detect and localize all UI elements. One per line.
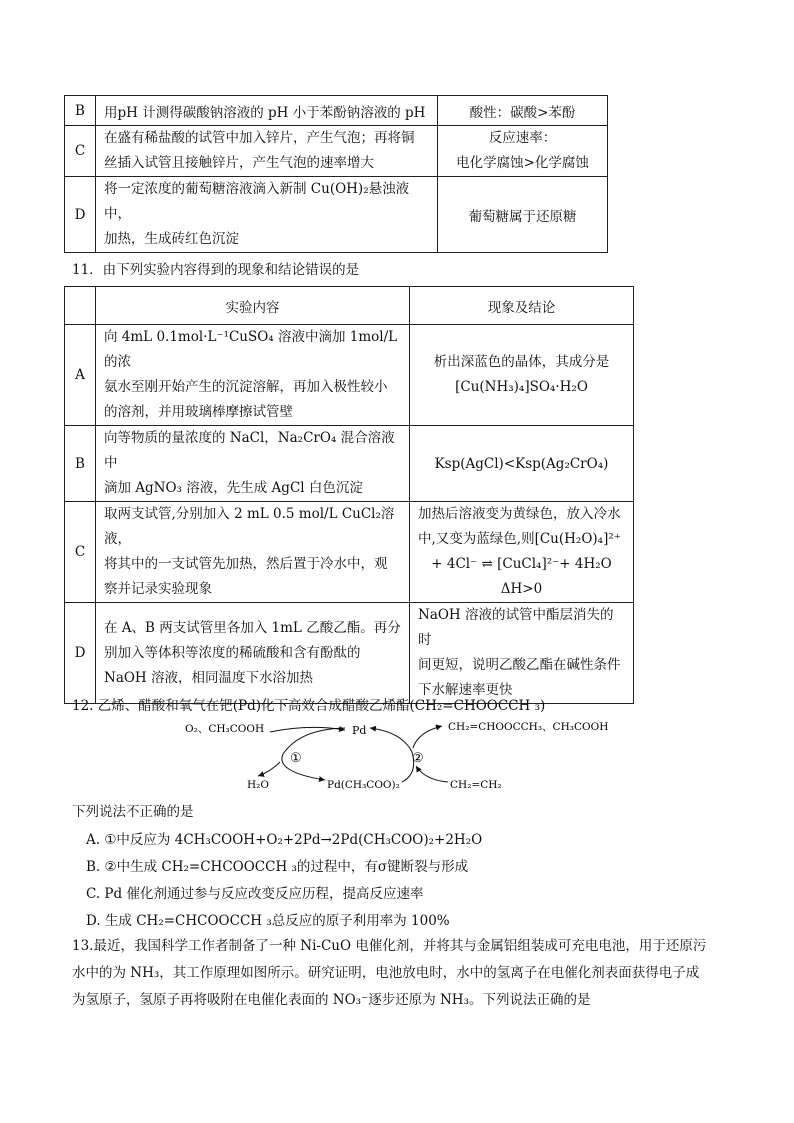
pd-acetate-label: Pd(CH₃COO)₂ xyxy=(327,779,400,791)
row-content-line: NaOH 溶液，相同温度下水浴加热 xyxy=(104,669,313,686)
row-content xyxy=(96,502,410,603)
q11-table xyxy=(64,286,634,704)
table-row xyxy=(65,603,634,704)
row-conclusion-line: 间更短，说明乙酸乙酯在碱性条件 xyxy=(418,657,621,673)
table-row xyxy=(65,96,608,126)
row-label: C xyxy=(65,502,96,603)
row-content xyxy=(96,426,410,502)
row-content-line: 加热，生成砖红色沉淀 xyxy=(104,231,239,247)
row-conclusion: 葡萄糖属于还原糖 xyxy=(438,177,608,253)
row-content-line: 将一定浓度的葡萄糖溶液滴入新制 Cu(OH)₂悬浊液中， xyxy=(104,181,410,222)
water-label: H₂O xyxy=(247,779,269,791)
row-conclusion-line: NaOH 溶液的试管中酯层消失的时 xyxy=(418,607,614,648)
pd-label: Pd xyxy=(352,724,367,737)
water-arrow xyxy=(258,762,280,776)
q12-prompt: 下列说法不正确的是 xyxy=(72,804,194,820)
q13-line: 水中的为 NH₃，其工作原理如图所示。研究证明，电池放电时，水中的氢离子在电催化剂表面获得电子成 xyxy=(72,965,700,981)
row-conclusion-line: + 4Cl⁻ ⇌ [CuCl₄]²⁻+ 4H₂O ΔH>0 xyxy=(431,556,612,597)
row-content xyxy=(96,603,410,704)
row-conclusion xyxy=(438,126,608,177)
header-content: 实验内容 xyxy=(96,287,410,325)
q12-option-c: C. Pd 催化剂通过参与反应改变反应历程，提高反应速率 xyxy=(86,886,424,902)
row-content-line: 察并记录实验现象 xyxy=(104,581,212,597)
table-row xyxy=(65,426,634,502)
row-label: A xyxy=(65,325,96,426)
step2-label: ② xyxy=(412,751,424,766)
row-content xyxy=(96,325,410,426)
row-content-line: 滴加 AgNO₃ 溶液，先生成 AgCl 白色沉淀 xyxy=(104,480,363,496)
q12-option-a: A. ①中反应为 4CH₃COOH+O₂+2Pd→2Pd(CH₃COO)₂+2H₂O xyxy=(86,832,483,848)
q12-option-b: B. ②中生成 CH₂=CHCOOCCH ₃的过程中，有σ键断裂与形成 xyxy=(86,859,469,875)
row-conclusion xyxy=(410,603,634,704)
ethylene-label: CH₂=CH₂ xyxy=(450,779,502,791)
row-content-line: 在 A、B 两支试管里各加入 1mL 乙酸乙酯。再分 xyxy=(104,619,401,636)
row-conclusion: 酸性：碳酸>苯酚 xyxy=(438,96,608,126)
q13-paragraph xyxy=(72,933,722,1014)
row-conclusion: Ksp(AgCl)<Ksp(Ag₂CrO₄) xyxy=(410,426,634,502)
cycle1-arc-top xyxy=(270,727,345,732)
cycle2-arc xyxy=(370,728,414,782)
row-content-line: 将其中的一支试管先加热，然后置于冷水中，观 xyxy=(104,556,388,572)
row-label: D xyxy=(65,177,96,253)
row-content-line: 的溶剂，并用玻璃棒摩擦试管壁 xyxy=(104,404,293,420)
q12-title: 12. 乙烯、醋酸和氧气在钯(Pd)化下高效合成醋酸乙烯酯(CH₂=CHOOCCH ₃) xyxy=(72,698,546,714)
row-content xyxy=(96,177,438,253)
row-conclusion xyxy=(410,325,634,426)
header-conclusion: 现象及结论 xyxy=(410,287,634,325)
row-conclusion-line: 加热后溶液变为黄绿色，放入冷水 xyxy=(418,506,621,522)
q11-title: 11．由下列实验内容得到的现象和结论错误的是 xyxy=(72,262,360,278)
q13-line: 13.最近，我国科学工作者制备了一种 Ni-CuO 电催化剂，并将其与金属铝组装成可充电电池，用于还原污 xyxy=(72,938,707,954)
header-blank xyxy=(65,287,96,325)
products-right: CH₂=CHOOCCH₃、CH₃COOH xyxy=(448,721,609,733)
table-row xyxy=(65,502,634,603)
q12-option-d: D. 生成 CH₂=CHCOOCCH ₃总反应的原子利用率为 100% xyxy=(86,913,450,929)
row-conclusion-line: 反应速率： xyxy=(488,130,557,146)
row-content xyxy=(96,126,438,177)
catalytic-cycle-diagram xyxy=(180,714,620,799)
table-header-row xyxy=(65,287,634,325)
q10-table xyxy=(64,95,608,253)
ethylene-arrow xyxy=(416,766,448,782)
row-conclusion-line: 下水解速率更快 xyxy=(418,682,513,698)
row-content-line: 向等物质的量浓度的 NaCl，Na₂CrO₄ 混合溶液中 xyxy=(104,430,395,471)
row-content-line: 别加入等体积等浓度的稀硫酸和含有酚酞的 xyxy=(104,644,361,661)
row-label: C xyxy=(65,126,96,177)
table-row xyxy=(65,325,634,426)
row-content-line: 向 4mL 0.1mol·L⁻¹CuSO₄ 溶液中滴加 1mol/L 的浓 xyxy=(104,329,398,370)
row-conclusion-line: 析出深蓝色的晶体，其成分是 xyxy=(433,354,610,370)
row-content-line: 氨水至刚开始产生的沉淀溶解，再加入极性较小 xyxy=(104,379,388,395)
row-content-line: 丝插入试管且接触锌片，产生气泡的速率增大 xyxy=(104,155,374,171)
row-label: D xyxy=(65,603,96,704)
row-conclusion-line: 中,又变为蓝绿色,则[Cu(H₂O)₄]²⁺ xyxy=(418,531,621,547)
row-label: B xyxy=(65,426,96,502)
row-conclusion-line: [Cu(NH₃)₄]SO₄·H₂O xyxy=(455,379,588,395)
row-conclusion-line: 电化学腐蚀>化学腐蚀 xyxy=(456,155,589,171)
table-row xyxy=(65,177,608,253)
row-content: 用pH 计测得碳酸钠溶液的 pH 小于苯酚钠溶液的 pH xyxy=(96,96,438,126)
table-row xyxy=(65,126,608,177)
reactants-left: O₂、CH₃COOH xyxy=(185,723,265,735)
product-arrow xyxy=(413,726,442,748)
row-label: B xyxy=(65,96,96,126)
step1-label: ① xyxy=(290,751,302,766)
q13-line: 为氢原子，氢原子再将吸附在电催化表面的 NO₃⁻逐步还原为 NH₃。下列说法正确的是 xyxy=(72,992,591,1008)
row-content-line: 取两支试管,分别加入 2 mL 0.5 mol/L CuCl₂溶液， xyxy=(104,506,395,547)
row-content-line: 在盛有稀盐酸的试管中加入锌片，产生气泡；再将铜 xyxy=(104,130,415,146)
row-conclusion xyxy=(410,502,634,603)
